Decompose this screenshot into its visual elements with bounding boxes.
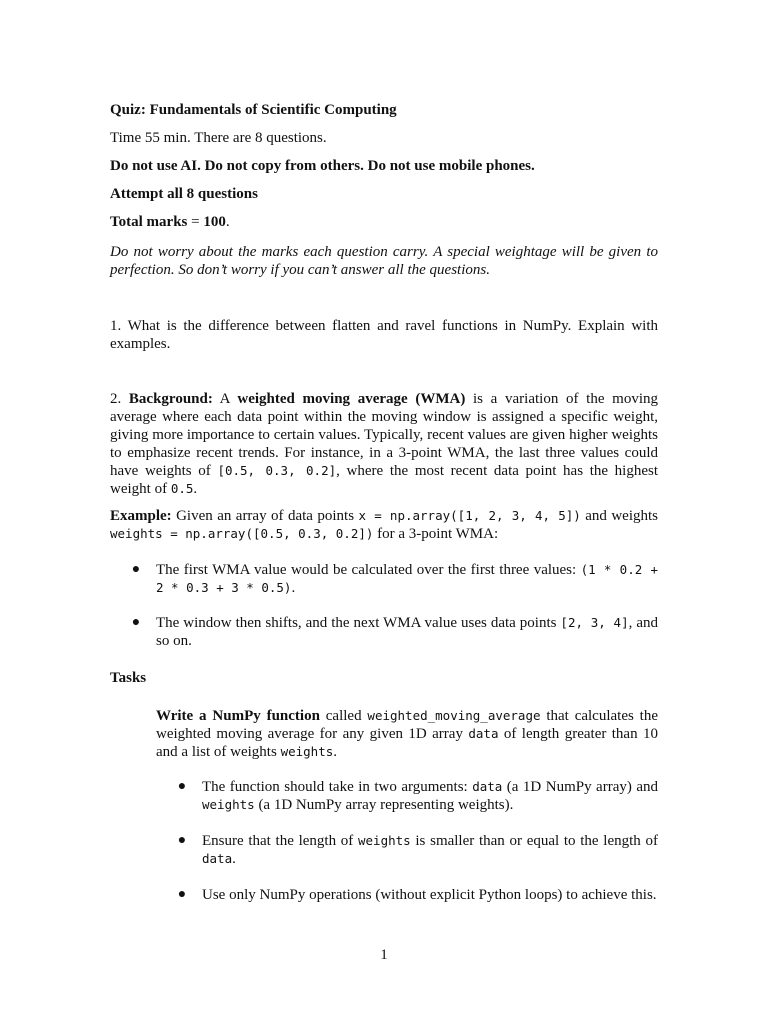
sub-2-b: is smaller than or equal to the length of [410,833,658,849]
task-bullet-3: Use only NumPy operations (without explicit Python loops) to achieve this. [202,887,657,903]
tasks-heading: Tasks [110,670,147,686]
example-text-2: and weights [580,508,658,524]
q2-number: 2. [110,391,129,407]
attempt-text: Attempt all 8 questions [110,186,258,202]
q2-text-1: A [212,391,238,407]
sub-1-a: The function should take in two arguments: [202,779,473,795]
note-text: Do not worry about the marks each question carry. A special weightage will be given to perfection. So don’t worry if you can’t answer all the questions. [110,244,658,278]
bullet-icon: ● [177,833,187,848]
total-marks-value: 100 [203,214,226,230]
task-text-1: called [319,708,368,724]
task-paragraph [156,707,658,761]
bullet-icon: ● [177,779,187,794]
sub-2-code-1: weights [358,833,411,848]
example-bullet-1 [156,561,658,597]
bullet-icon: ● [131,562,141,577]
quiz-page [110,0,658,1024]
task-text-4: . [333,744,338,760]
bullet-2-text: The window then shifts, and the next WMA value uses data points [156,615,561,631]
weights-name-code: weights [280,744,334,759]
question-2-background [110,390,658,498]
bullet-1-end: . [291,580,296,596]
task-text-2: that calculates the weighted moving average for any given 1D array [156,708,658,742]
example-label: Example: [110,508,172,524]
sub-1-b: (a 1D NumPy array) and [502,779,658,795]
task-bullet-2 [202,832,658,868]
background-label: Background: [128,391,213,407]
x-array-code: x = np.array([1, 2, 3, 4, 5]) [358,508,581,523]
sub-2-a: Ensure that the length of [202,833,358,849]
sub-2-c: . [232,851,236,867]
example-bullet-2 [156,614,658,650]
task-text-3: of length greater than 10 and a list of weights [156,726,658,760]
task-bullet-1 [202,778,658,814]
total-marks-label: Total marks [110,214,188,230]
task-bold: Write a NumPy function [156,708,320,724]
total-marks-eq: = [187,214,204,230]
wma-term: weighted moving average (WMA) [237,391,466,407]
bullet-icon: ● [177,887,187,902]
bullet-icon: ● [131,615,141,630]
example-paragraph [110,507,658,543]
total-marks [110,213,658,231]
q2-text-4: . [193,481,198,497]
time-info: Time 55 min. There are 8 questions. [110,130,327,146]
q2-text-2: is a variation of the moving average where each data point within the moving window is assigned a specific weight, giving more importance to certain values. Typically, recent values are given higher weights to emphasize recent trends. For instance, in a 3-point WMA, the last three values could have weights of [110,391,658,479]
quiz-title: Quiz: Fundamentals of Scientific Computing [110,102,397,118]
sub-1-code-2: weights [202,797,255,812]
bullet-1-code: (1 * 0.2 + 2 * 0.3 + 3 * 0.5) [156,562,658,595]
question-1: 1. What is the difference between flatten and ravel functions in NumPy. Explain with examples. [110,318,658,352]
page-number: 1 [380,947,388,963]
highest-weight-code: 0.5 [170,481,194,496]
sub-1-c: (a 1D NumPy array representing weights). [254,797,514,813]
function-name-code: weighted_moving_average [367,708,541,723]
bullet-2-code: [2, 3, 4] [560,615,629,630]
bullet-1-text: The first WMA value would be calculated over the first three values: [156,562,581,578]
weights-code: [0.5, 0.3, 0.2] [217,463,337,478]
sub-1-code-1: data [472,779,503,794]
q2-text-3: , where the most recent data point has the highest weight of [110,463,659,497]
rules-text: Do not use AI. Do not copy from others. Do not use mobile phones. [110,158,535,174]
bullet-2-end: , and so on. [156,615,658,649]
example-text-3: for a 3-point WMA: [373,526,499,542]
example-text-1: Given an array of data points [171,508,359,524]
data-code: data [468,726,499,741]
total-marks-end: . [225,214,230,230]
sub-2-code-2: data [202,851,233,866]
weights-array-code: weights = np.array([0.5, 0.3, 0.2]) [110,526,374,541]
